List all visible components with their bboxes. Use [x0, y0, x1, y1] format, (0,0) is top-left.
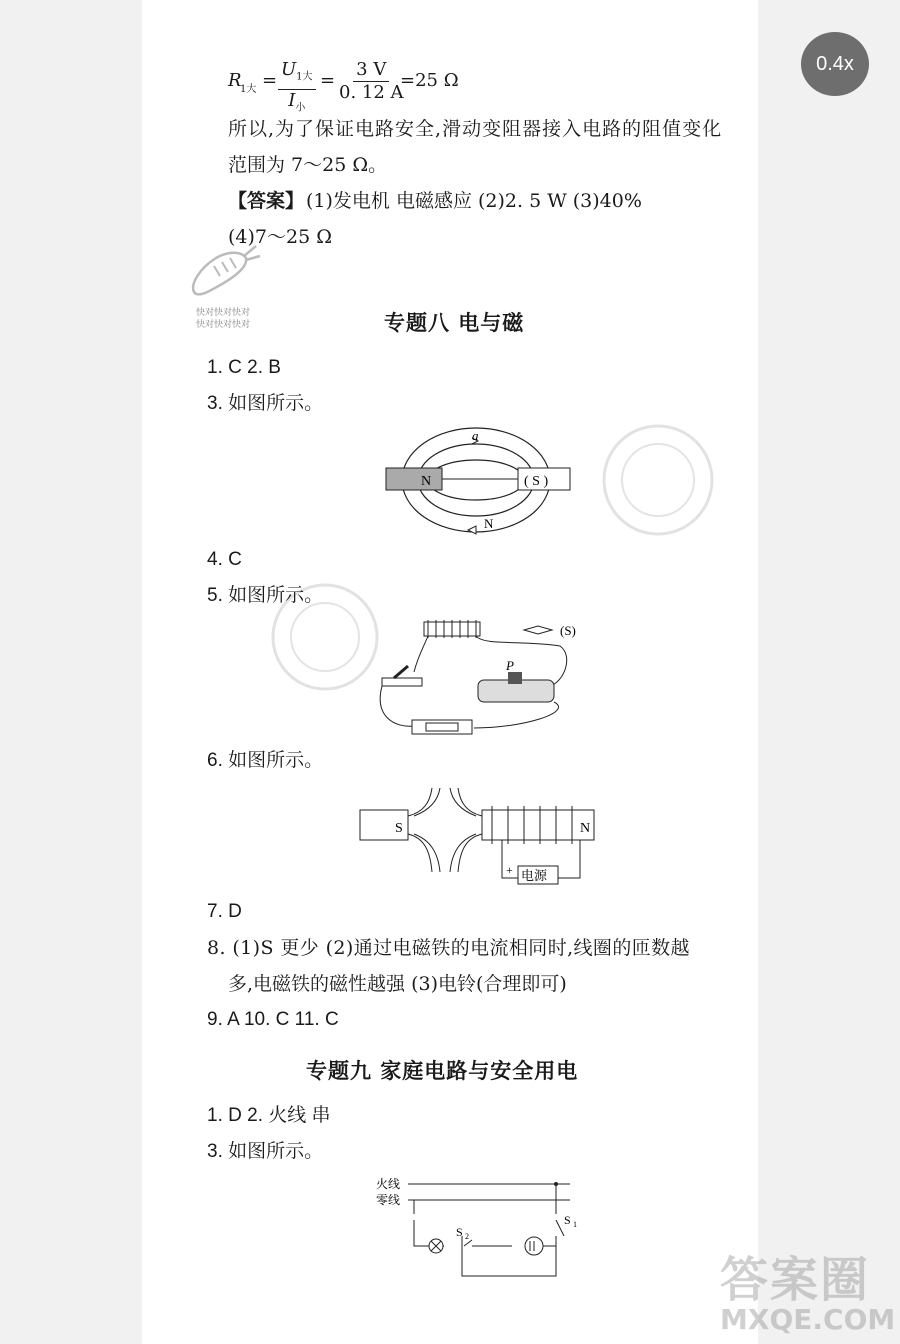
s8-q8-line-1: 8. (1)S 更少 (2)通过电磁铁的电流相同时,线圈的匝数越: [207, 937, 690, 959]
s8-q9: 9. A 10. C 11. C: [207, 1009, 339, 1030]
section-9-title: 专题九 家庭电路与安全用电: [306, 1058, 579, 1083]
fig6-n-pole: N: [580, 821, 591, 836]
formula-num1: U: [281, 59, 297, 80]
formula-num2: 3 V: [353, 60, 389, 82]
formula-result: =25 Ω: [400, 70, 459, 91]
formula-den2: 0. 12 A: [339, 82, 404, 103]
fig9-neutral-wire: 零线: [376, 1193, 401, 1207]
figure-solenoid-field: [358, 786, 598, 886]
s8-q6: 6. 如图所示。: [207, 750, 324, 771]
s8-q3: 3. 如图所示。: [207, 393, 324, 414]
fig9-switch-s1-sub: 1: [573, 1220, 577, 1229]
fig6-s-pole: S: [395, 821, 403, 836]
s8-q5: 5. 如图所示。: [207, 585, 324, 606]
s8-q7: 7. D: [207, 901, 242, 922]
formula-lhs-sub: 1大: [240, 84, 257, 95]
s8-q4: 4. C: [207, 549, 242, 570]
formula-frac-2: [336, 60, 407, 103]
logo-caption-1: 快对快对快对: [196, 308, 251, 318]
figure-magnet-field: [384, 424, 574, 544]
formula-lhs: R: [228, 70, 242, 91]
fig3-point-a: a: [472, 428, 479, 443]
carrot-logo-icon: [186, 240, 266, 304]
fig9-switch-s1: S: [564, 1213, 571, 1227]
answer-line-1: (1)发电机 电磁感应 (2)2. 5 W (3)40%: [306, 190, 642, 212]
fig5-slider-p: P: [506, 658, 514, 673]
fig6-power-source: 电源: [521, 869, 548, 884]
watermark-line-2: MXQE.COM: [720, 1303, 896, 1336]
paragraph-line-2: 范围为 7～25 Ω。: [228, 154, 388, 176]
answer-line-2: (4)7～25 Ω: [228, 226, 332, 248]
fig5-pole-label: (S): [560, 623, 576, 638]
formula-frac-1: [278, 60, 316, 118]
watermark-line-1: 答案圈: [720, 1252, 871, 1308]
zoom-level-badge[interactable]: 0.4x: [801, 32, 869, 96]
s9-q3: 3. 如图所示。: [207, 1141, 324, 1162]
fig3-right-pole: ( S ): [524, 474, 549, 489]
fig9-switch-s2: S: [456, 1225, 463, 1239]
fig3-left-pole: N: [421, 474, 432, 489]
s9-q1: 1. D 2. 火线 串: [207, 1105, 331, 1126]
fig9-switch-s2-sub: 2: [465, 1232, 469, 1241]
answer-label: 【答案】: [228, 190, 305, 212]
s8-q8-line-2: 多,电磁铁的磁性越强 (3)电铃(合理即可): [228, 973, 567, 995]
site-watermark: [720, 1252, 896, 1340]
stamp-watermark-icon: [598, 420, 718, 540]
formula-den1-sub: 小: [295, 102, 306, 114]
fig6-plus: +: [506, 863, 513, 877]
s8-q1: 1. C 2. B: [207, 357, 281, 378]
section-8-title: 专题八 电与磁: [384, 310, 525, 335]
fig3-needle-n: N: [484, 516, 494, 531]
formula-den1: I: [288, 89, 296, 111]
figure-household-circuit: [374, 1172, 584, 1282]
figure-electromagnet-circuit: [374, 616, 614, 740]
resistance-formula: R 1大 = $U_{1大}$ $I_小$ = $\frac{3 V}{0. 12 A}$ =25 Ω: [228, 60, 488, 104]
logo-caption-2: 快对快对快对: [196, 320, 251, 330]
formula-num1-sub: 1大: [296, 71, 313, 83]
paragraph-line-1: 所以,为了保证电路安全,滑动变阻器接入电路的阻值变化: [228, 118, 723, 140]
fig9-live-wire: 火线: [376, 1177, 401, 1191]
